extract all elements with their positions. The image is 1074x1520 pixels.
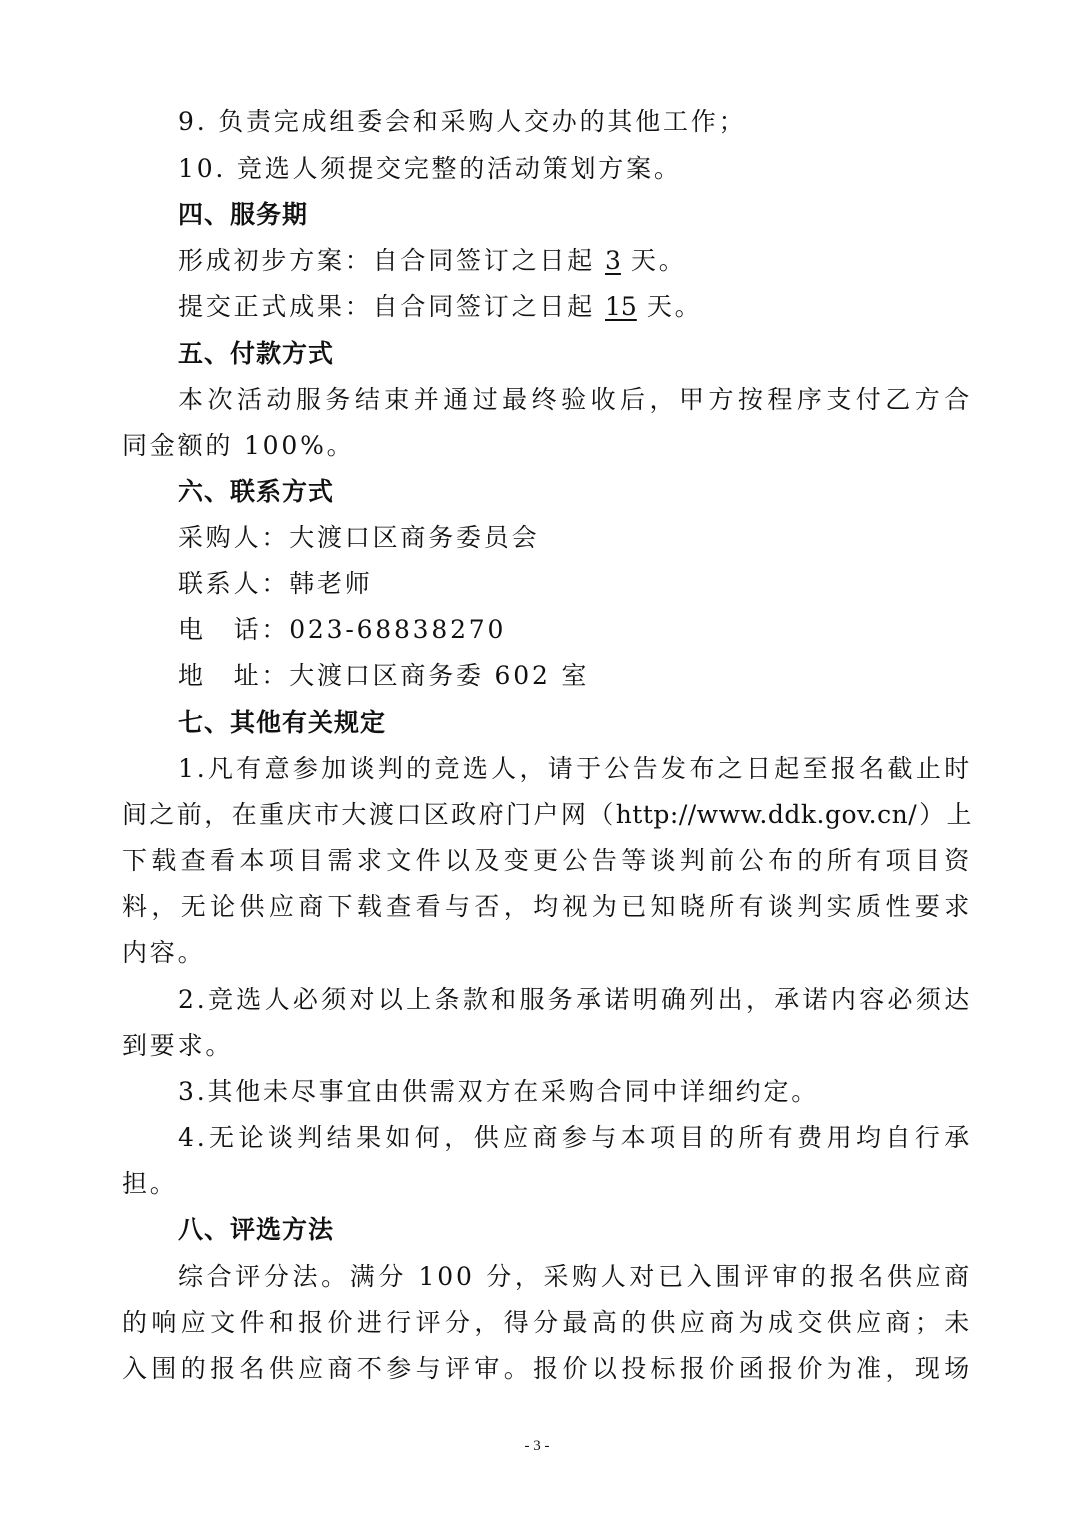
contact-line: 电 话：023-68838270 xyxy=(178,615,507,644)
label: 提交正式成果：自合同签订之日起 xyxy=(178,292,596,321)
paragraph-line: 间之前，在重庆市大渡口区政府门户网（http://www.ddk.gov.cn/）上 xyxy=(122,800,972,829)
paragraph-line: 入围的报名供应商不参与评审。报价以投标报价函报价为准，现场 xyxy=(122,1354,972,1383)
days-value: 3 xyxy=(605,246,621,275)
label: 形成初步方案：自合同签订之日起 xyxy=(178,246,596,275)
paragraph-line: 4.无论谈判结果如何，供应商参与本项目的所有费用均自行承 xyxy=(178,1123,972,1152)
paragraph-line: 内容。 xyxy=(122,938,206,967)
paragraph-line: 下载查看本项目需求文件以及变更公告等谈判前公布的所有项目资 xyxy=(122,846,972,875)
service-period-line xyxy=(178,244,972,278)
suffix: 天。 xyxy=(646,292,703,321)
list-item: 9. 负责完成组委会和采购人交办的其他工作； xyxy=(178,107,747,136)
paragraph-line: 担。 xyxy=(122,1169,178,1198)
contact-line: 地 址：大渡口区商务委 602 室 xyxy=(178,661,590,690)
section-heading: 四、服务期 xyxy=(178,200,309,229)
paragraph-line: 综合评分法。满分 100 分，采购人对已入围评审的报名供应商 xyxy=(178,1262,972,1291)
days-value: 15 xyxy=(605,292,637,321)
paragraph-line: 3.其他未尽事宜由供需双方在采购合同中详细约定。 xyxy=(178,1077,820,1106)
paragraph-line: 的响应文件和报价进行评分，得分最高的供应商为成交供应商；未 xyxy=(122,1308,972,1337)
service-period-line xyxy=(178,290,972,324)
section-heading: 七、其他有关规定 xyxy=(178,708,387,737)
paragraph-line: 1.凡有意参加谈判的竞选人，请于公告发布之日起至报名截止时 xyxy=(178,754,972,783)
suffix: 天。 xyxy=(630,246,687,275)
contact-line: 采购人：大渡口区商务委员会 xyxy=(178,523,540,552)
page-number: - 3 - xyxy=(524,1438,550,1454)
section-heading: 五、付款方式 xyxy=(178,339,335,368)
paragraph-line: 同金额的 100%。 xyxy=(122,431,355,460)
contact-line: 联系人：韩老师 xyxy=(178,569,373,598)
section-heading: 八、评选方法 xyxy=(178,1215,335,1244)
section-heading: 六、联系方式 xyxy=(178,477,335,506)
paragraph-line: 本次活动服务结束并通过最终验收后，甲方按程序支付乙方合 xyxy=(178,385,972,414)
paragraph-line: 料，无论供应商下载查看与否，均视为已知晓所有谈判实质性要求 xyxy=(122,892,972,921)
paragraph-line: 2.竞选人必须对以上条款和服务承诺明确列出，承诺内容必须达 xyxy=(178,985,972,1014)
paragraph-line: 到要求。 xyxy=(122,1031,234,1060)
list-item: 10. 竞选人须提交完整的活动策划方案。 xyxy=(178,154,682,183)
